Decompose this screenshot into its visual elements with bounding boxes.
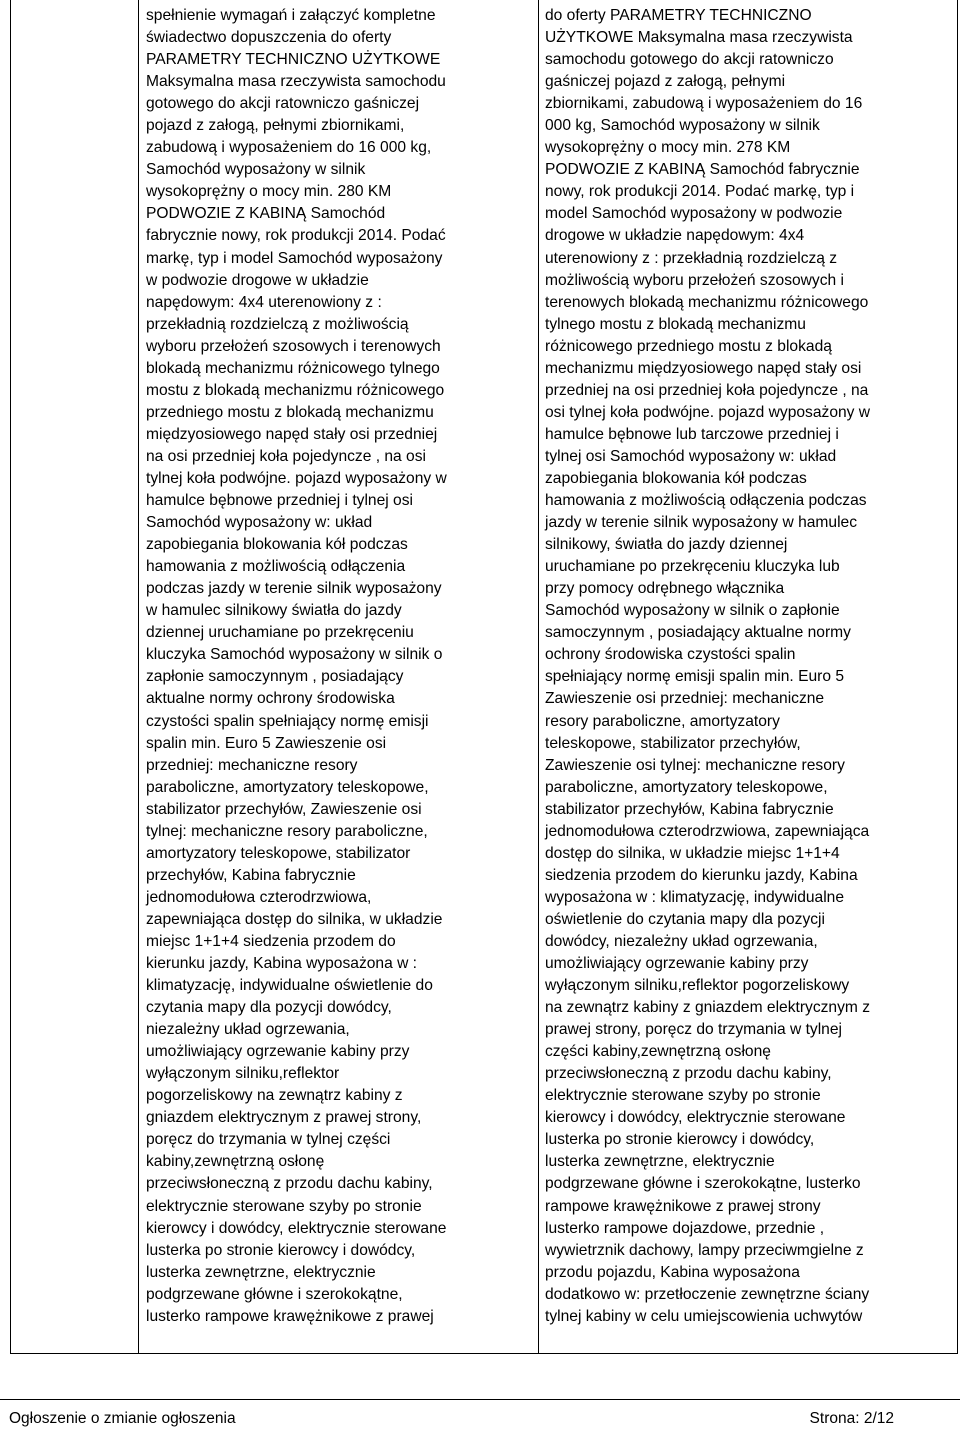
- footer-divider: [0, 1399, 960, 1400]
- footer-page-number: Strona: 2/12: [809, 1410, 894, 1427]
- table-cell-left: [139, 0, 539, 1353]
- document-table: [10, 0, 958, 1354]
- table-cell-right: [539, 0, 957, 1353]
- right-cell-text: do oferty PARAMETRY TECHNICZNO UŻYTKOWE Maksymalna masa rzeczywista samochodu gotowego do akcji ratowniczo gaśniczej pojazd z załogą, pełnymi zbiornikami, zabudową i wyposażeniem do 16 000 kg, Samochód wyposażony w silnik wysokoprężny o mocy min. 278 KM PODWOZIE Z KABINĄ Samochód fabrycznie nowy, rok produkcji 2014. Podać markę, typ i model Samochód wyposażony w podwozie drogowe w układzie napędowym: 4x4 uterenowiony z : przekładnią rozdzielczą z możliwością wyboru przełożeń szosowych i terenowych blokadą mechanizmu różnicowego tylnego mostu z blokadą mechanizmu różnicowego przedniego mostu z blokadą mechanizmu międzyosiowego napęd stały osi przedniej na osi przedniej koła pojedyncze , na osi tylnej koła podwójne. pojazd wyposażony w hamulce bębnowe lub tarczowe przedniej i tylnej osi Samochód wyposażony w: układ zapobiegania blokowania kół podczas hamowania z możliwością odłączenia podczas jazdy w terenie silnik wyposażony w hamulec silnikowy, światła do jazdy dziennej uruchamiane po przekręceniu kluczyka lub przy pomocy odrębnego włącznika Samochód wyposażony w silnik o zapłonie samoczynnym , posiadający aktualne normy ochrony środowiska czystości spalin spełniający normę emisji spalin min. Euro 5 Zawieszenie osi przedniej: mechaniczne resory paraboliczne, amortyzatory teleskopowe, stabilizator przechyłów, Zawieszenie osi tylnej: mechaniczne resory paraboliczne, amortyzatory teleskopowe, stabilizator przechyłów, Kabina fabrycznie jednomodułowa czterodrzwiowa, zapewniająca dostęp do silnika, w układzie miejsc 1+1+4 siedzenia przodem do kierunku jazdy, Kabina wyposażona w : klimatyzację, indywidualne oświetlenie do czytania mapy dla pozycji dowódcy, niezależny układ ogrzewania, umożliwiający ogrzewanie kabiny przy wyłączonym silniku,reflektor pogorzeliskowy na zewnątrz kabiny z gniazdem elektrycznym z prawej strony, poręcz do trzymania w tylnej części kabiny,zewnętrzną osłonę przeciwsłoneczną z przodu dachu kabiny, elektrycznie sterowane szyby po stronie kierowcy i dowódcy, elektrycznie sterowane lusterka po stronie kierowcy i dowódcy, lusterka zewnętrzne, elektrycznie podgrzewane główne i szerokokątne, lusterko rampowe krawężnikowe z prawej strony lusterko rampowe dojazdowe, przednie , wywietrznik dachowy, lampy przeciwmgielne z przodu pojazdu, Kabina wyposażona dodatkowo w: przetłoczenie zewnętrzne ściany tylnej kabiny w celu umiejscowienia uchwytów: [545, 7, 871, 1325]
- footer-title: Ogłoszenie o zmianie ogłoszenia: [9, 1410, 236, 1427]
- left-cell-text: spełnienie wymagań i załączyć kompletne świadectwo dopuszczenia do oferty PARAMETRY TECHNICZNO UŻYTKOWE Maksymalna masa rzeczywista samochodu gotowego do akcji ratowniczo gaśniczej pojazd z załogą, pełnymi zbiornikami, zabudową i wyposażeniem do 16 000 kg, Samochód wyposażony w silnik wysokoprężny o mocy min. 280 KM PODWOZIE Z KABINĄ Samochód fabrycznie nowy, rok produkcji 2014. Podać markę, typ i model Samochód wyposażony w podwozie drogowe w układzie napędowym: 4x4 uterenowiony z : przekładnią rozdzielczą z możliwością wyboru przełożeń szosowych i terenowych blokadą mechanizmu różnicowego tylnego mostu z blokadą mechanizmu różnicowego przedniego mostu z blokadą mechanizmu międzyosiowego napęd stały osi przedniej na osi przedniej koła pojedyncze , na osi tylnej koła podwójne. pojazd wyposażony w hamulce bębnowe przedniej i tylnej osi Samochód wyposażony w: układ zapobiegania blokowania kół podczas hamowania z możliwością odłączenia podczas jazdy w terenie silnik wyposażony w hamulec silnikowy światła do jazdy dziennej uruchamiane po przekręceniu kluczyka Samochód wyposażony w silnik o zapłonie samoczynnym , posiadający aktualne normy ochrony środowiska czystości spalin spełniający normę emisji spalin min. Euro 5 Zawieszenie osi przedniej: mechaniczne resory paraboliczne, amortyzatory teleskopowe, stabilizator przechyłów, Zawieszenie osi tylnej: mechaniczne resory paraboliczne, amortyzatory teleskopowe, stabilizator przechyłów, Kabina fabrycznie jednomodułowa czterodrzwiowa, zapewniająca dostęp do silnika, w układzie miejsc 1+1+4 siedzenia przodem do kierunku jazdy, Kabina wyposażona w : klimatyzację, indywidualne oświetlenie do czytania mapy dla pozycji dowódcy, niezależny układ ogrzewania, umożliwiający ogrzewanie kabiny przy wyłączonym silniku,reflektor pogorzeliskowy na zewnątrz kabiny z gniazdem elektrycznym z prawej strony, poręcz do trzymania w tylnej części kabiny,zewnętrzną osłonę przeciwsłoneczną z przodu dachu kabiny, elektrycznie sterowane szyby po stronie kierowcy i dowódcy, elektrycznie sterowane lusterka po stronie kierowcy i dowódcy, lusterka zewnętrzne, elektrycznie podgrzewane główne i szerokokątne, lusterko rampowe krawężnikowe z prawej: [146, 7, 447, 1325]
- table-column-empty: [11, 0, 139, 1353]
